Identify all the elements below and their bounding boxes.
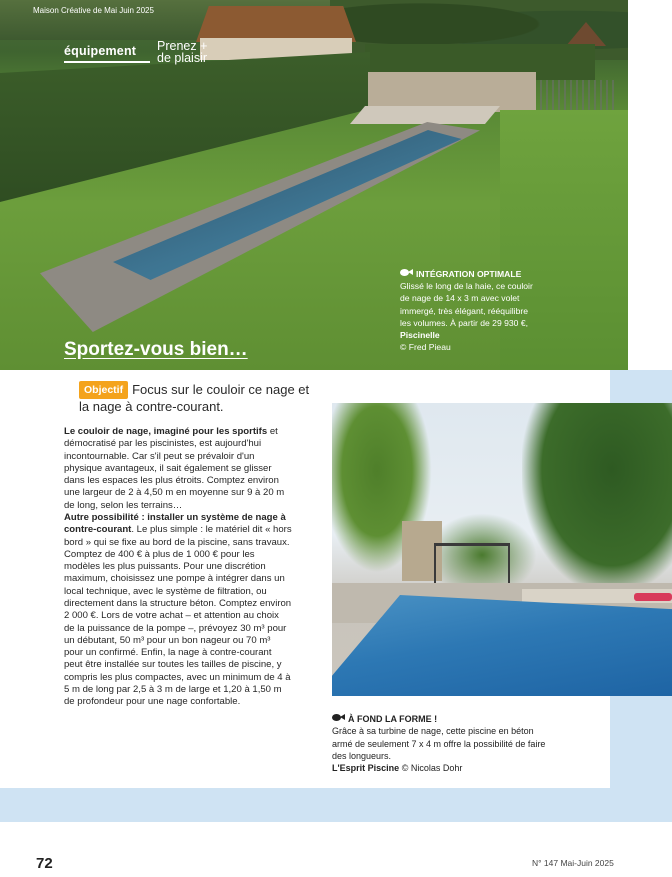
photo2-cushion: [634, 593, 672, 601]
rubric-label: équipement: [64, 44, 137, 58]
pool-caption-heading: [332, 714, 437, 724]
pool-photo: [332, 403, 672, 696]
photo-house-roof: [196, 6, 356, 42]
rubric-subtitle-line2: de plaisir: [157, 51, 208, 65]
photo2-trees-right: [522, 403, 672, 593]
article-body: [64, 426, 292, 708]
section-title: Sportez-vous bien…: [64, 339, 248, 360]
issue-label: N° 147 Mai-Juin 2025: [532, 858, 614, 868]
pool-caption-text: Grâce à sa turbine de nage, cette piscine en béton armé de seulement 7 x 4 m offre la possibilité de faire des longueurs.: [332, 726, 546, 761]
fish-icon: [400, 269, 413, 276]
hero-caption-credit: © Fred Pieau: [400, 342, 451, 353]
rubric-subtitle-line1: Prenez +: [157, 39, 208, 53]
hero-caption-heading-text: INTÉGRATION OPTIMALE: [416, 269, 522, 279]
hero-caption: [400, 268, 536, 353]
pool-photo-caption: [332, 713, 552, 774]
article-subheading: Autre possibilité : installer un système de nage à contre-courant: [64, 511, 286, 536]
rubric-underline: [64, 61, 150, 63]
fish-icon: [332, 714, 345, 721]
hero-photo: [0, 0, 628, 370]
hero-caption-text: Glissé le long de la haie, ce couloir de nage de 14 x 3 m avec volet immergé, très élégant, rééquilibre les volumes. À partir de 29 930 €,: [400, 281, 533, 328]
rubric-subtitle: [157, 40, 237, 64]
photo-terrace: [350, 106, 500, 124]
hero-caption-heading: [400, 268, 536, 280]
objectif-badge: Objectif: [79, 381, 128, 399]
article-paragraph-1: et démocratisé par les piscinistes, est aujourd'hui incontournable. Car s'il peut se prévaloir d'un physique avantageux, il sait également se glisser dans les espaces les plus étroits. Comptez environ une largeur de 2 à 4,50 m en moyenne sur 9 à 20 m de long, selon les terrains…: [64, 426, 285, 511]
page-number: 72: [36, 855, 53, 872]
intro: [79, 381, 319, 415]
pool-caption-brand: L'Esprit Piscine: [332, 763, 400, 774]
running-title: Maison Créative de Mai Juin 2025: [33, 6, 154, 15]
photo2-pergola: [434, 543, 510, 586]
intro-text: Focus sur le couloir ce nage et la nage à contre-courant.: [79, 382, 310, 414]
article-lead: Le couloir de nage, imaginé pour les sportifs: [64, 426, 268, 437]
decorative-band-bottom: [0, 788, 612, 822]
pool-caption-heading-text: À FOND LA FORME !: [348, 714, 438, 724]
hero-caption-brand: Piscinelle: [400, 330, 440, 341]
pool-caption-credit: © Nicolas Dohr: [401, 763, 463, 774]
article-paragraph-2: . Le plus simple : le matériel dit « hors bord » qui se fixe au bord de la piscine, sans travaux. Comptez de 400 € à plus de 1 000 € pour les modèles les plus puissants. Pour une discrétion maximum, choisissez une pompe à intégrer dans un local technique, avec le système de filtration, ou directement dans la structure béton. Comptez environ 2 000 €. Lors de votre achat – et attention au choix de la puissance de la pompe –, prévoyez 30 m³ pour un débutant, 50 m³ pour un bon nageur ou 70 m³ pour un confirmé. Enfin, la nage à contre-courant peut être installée sur toutes les tailles de piscine, y compris les plus compactes, avec un minimum de 4 à 5 m de long par 2,5 à 3 m de large et 1,20 à 1,50 m de profondeur pour une nage confortable.: [64, 524, 292, 708]
